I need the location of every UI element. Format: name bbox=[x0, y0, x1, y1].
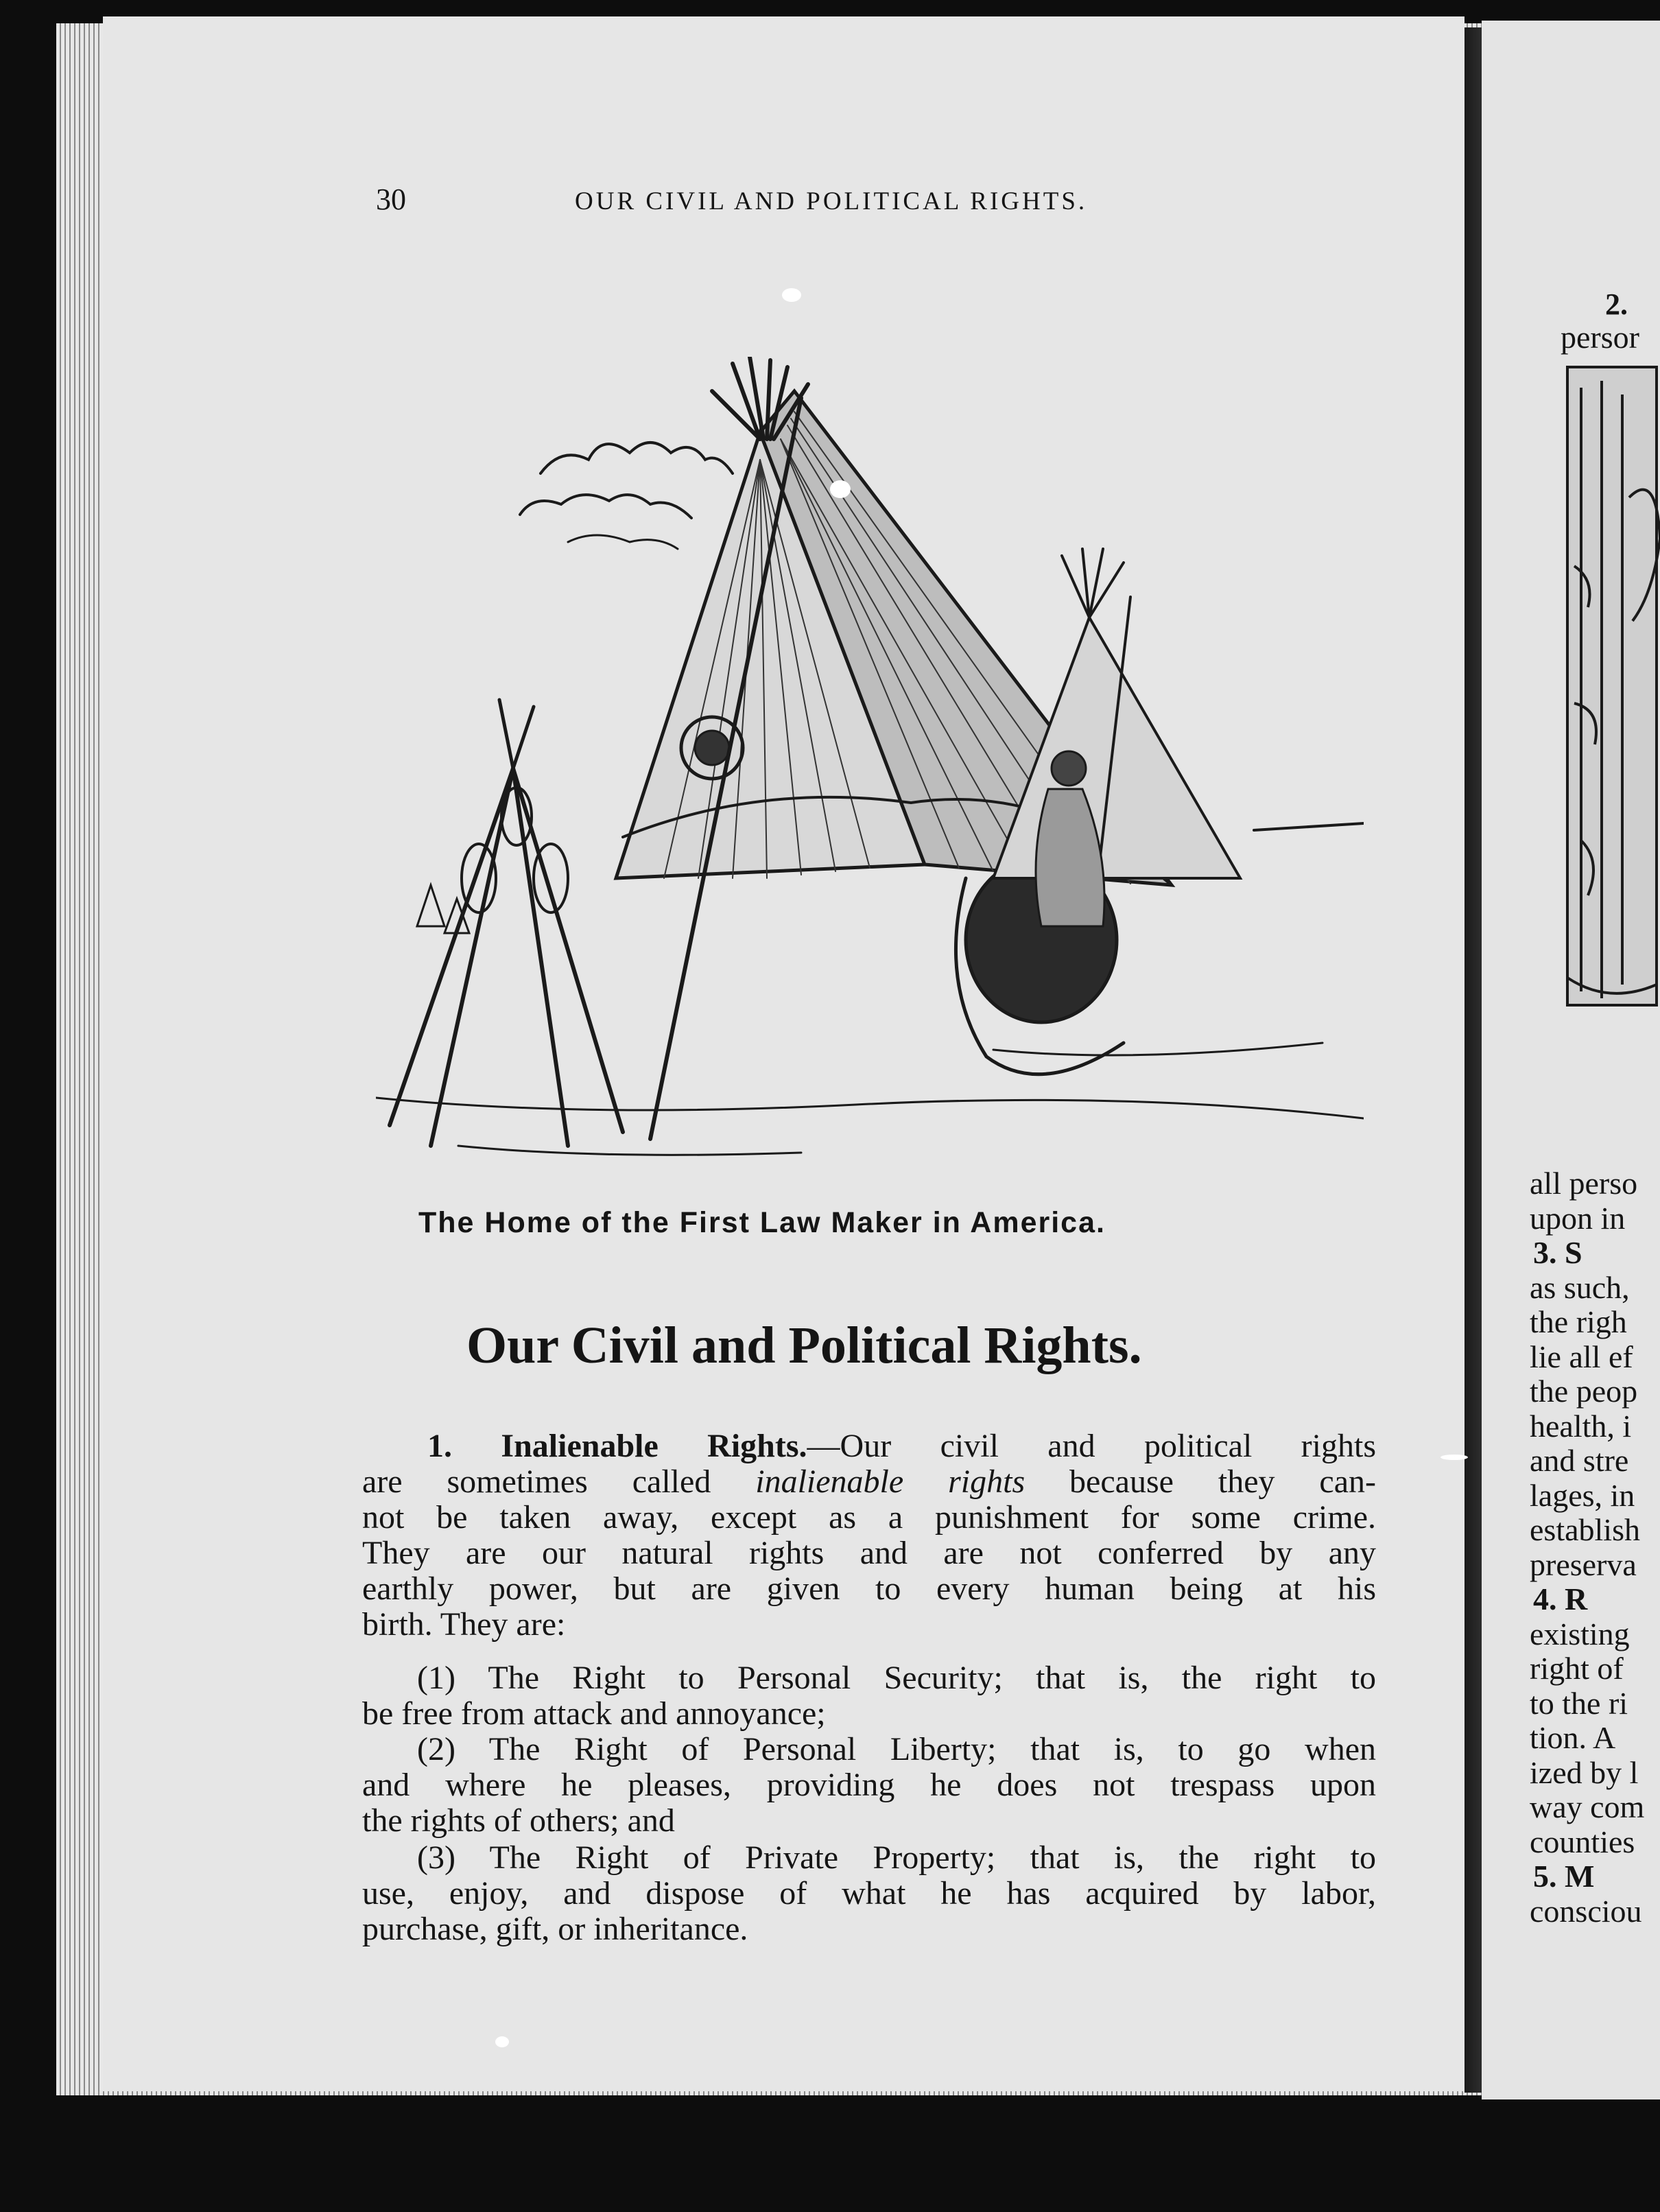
paper-speck bbox=[782, 288, 801, 302]
section-intro: —Our civil and political rights bbox=[807, 1428, 1377, 1464]
inalienable-rights-term: inalienable rights bbox=[755, 1463, 1025, 1500]
illustration-caption: The Home of the First Law Maker in America. bbox=[418, 1206, 1106, 1239]
right-2-line-2: and where he pleases, providing he does not trespass upon bbox=[362, 1767, 1376, 1803]
right-page-line: 5. M bbox=[1533, 1859, 1595, 1894]
right-page-line: way com bbox=[1530, 1789, 1645, 1824]
right-page-illustration-fragment bbox=[1554, 360, 1660, 1019]
section-1-line-1 bbox=[362, 1427, 1376, 1465]
right-1-text: The Right to Personal Security; that is, the right to bbox=[488, 1660, 1376, 1696]
right-page-line: to the ri bbox=[1530, 1685, 1628, 1721]
right-page-line: establish bbox=[1530, 1512, 1640, 1547]
section-1-line-2 bbox=[362, 1463, 1376, 1501]
right-page-line: tion. A bbox=[1530, 1720, 1616, 1755]
right-page-line: health, i bbox=[1530, 1408, 1632, 1444]
right-page-line: 4. R bbox=[1533, 1581, 1588, 1616]
tipi-illustration bbox=[376, 357, 1364, 1180]
right-page-item-2: 2. bbox=[1605, 287, 1628, 321]
right-page-line: right of bbox=[1530, 1651, 1624, 1686]
right-page-line: as such, bbox=[1530, 1269, 1630, 1305]
right-1-line-1 bbox=[362, 1659, 1376, 1697]
running-title: OUR CIVIL AND POLITICAL RIGHTS. bbox=[575, 187, 1088, 215]
page-number: 30 bbox=[376, 183, 406, 216]
chapter-heading: Our Civil and Political Rights. bbox=[466, 1317, 1142, 1374]
right-page-line: lages, in bbox=[1530, 1477, 1635, 1513]
section-1-line-3: not be taken away, except as a punishment for some crime. bbox=[362, 1499, 1376, 1536]
right-2-text: The Right of Personal Liberty; that is, to go when bbox=[488, 1731, 1377, 1767]
paper-speck bbox=[830, 480, 851, 498]
right-3-text: The Right of Private Property; that is, the right to bbox=[489, 1839, 1376, 1876]
section-1-line-6: birth. They are: bbox=[362, 1606, 566, 1643]
right-1-number: (1) bbox=[417, 1660, 455, 1696]
line-2-a: are sometimes called bbox=[362, 1463, 756, 1500]
right-page-line: preserva bbox=[1530, 1546, 1637, 1582]
section-1-line-4: They are our natural rights and are not conferred by any bbox=[362, 1535, 1376, 1571]
line-2-b: because they can- bbox=[1025, 1463, 1377, 1500]
right-1-line-2: be free from attack and annoyance; bbox=[362, 1695, 826, 1732]
right-2-line-3: the rights of others; and bbox=[362, 1802, 675, 1839]
right-3-line-1 bbox=[362, 1839, 1376, 1876]
right-page-line: consciou bbox=[1530, 1893, 1642, 1929]
section-number: 1. bbox=[427, 1428, 452, 1464]
paper-speck bbox=[1440, 1455, 1468, 1460]
right-2-number: (2) bbox=[417, 1731, 455, 1767]
right-page-line: lie all ef bbox=[1530, 1339, 1633, 1374]
right-page-line: and stre bbox=[1530, 1443, 1629, 1478]
right-page-line: counties bbox=[1530, 1824, 1635, 1859]
right-3-number: (3) bbox=[417, 1839, 455, 1876]
section-1-line-5: earthly power, but are given to every human being at his bbox=[362, 1570, 1376, 1607]
right-3-line-3: purchase, gift, or inheritance. bbox=[362, 1911, 748, 1947]
right-page-top-word: persor bbox=[1561, 320, 1639, 355]
right-page-line: upon in bbox=[1530, 1200, 1626, 1236]
right-page-line: all perso bbox=[1530, 1166, 1638, 1201]
right-page-line: existing bbox=[1530, 1616, 1630, 1651]
section-title: Inalienable Rights. bbox=[501, 1428, 807, 1464]
right-3-line-2: use, enjoy, and dispose of what he has acquired by labor, bbox=[362, 1875, 1376, 1911]
right-page-line: ized by l bbox=[1530, 1754, 1639, 1790]
right-page-line: the peop bbox=[1530, 1374, 1638, 1409]
paper-speck bbox=[495, 2036, 509, 2047]
right-page-line: 3. S bbox=[1533, 1235, 1582, 1270]
right-2-line-1 bbox=[362, 1730, 1376, 1768]
right-page-line: the righ bbox=[1530, 1304, 1627, 1339]
